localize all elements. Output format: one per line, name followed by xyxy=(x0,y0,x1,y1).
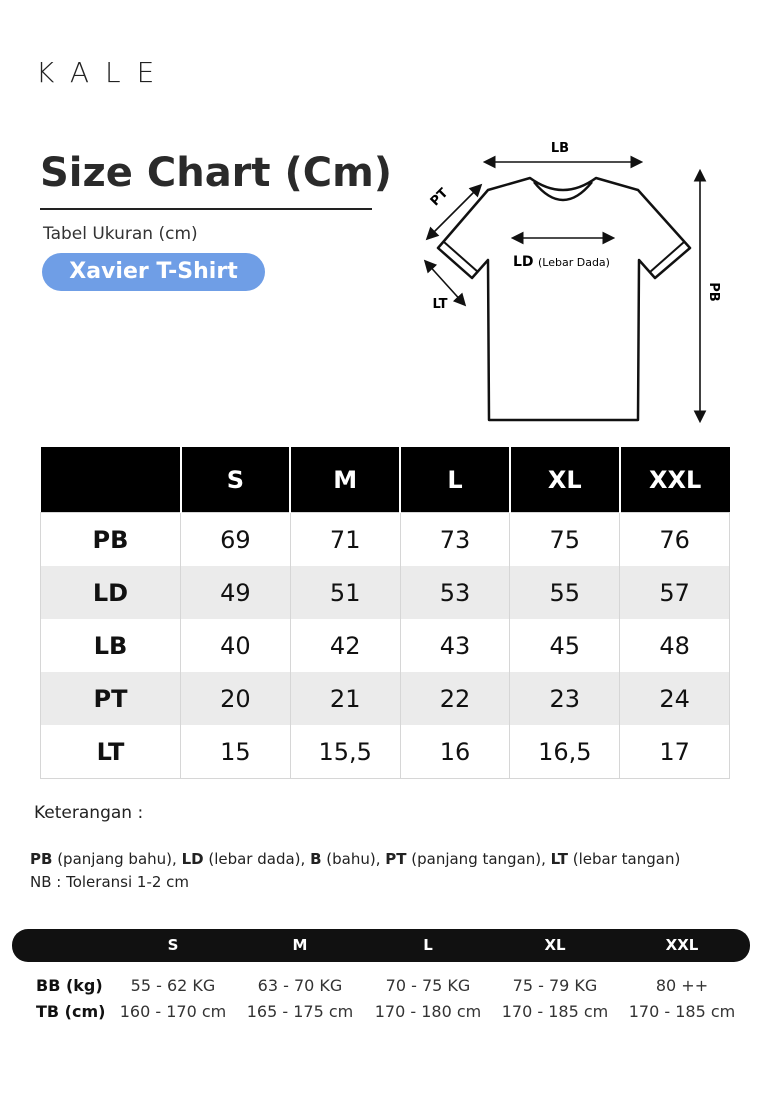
legend-desc: (panjang bahu), xyxy=(52,850,182,868)
table-cell: 75 xyxy=(510,513,620,567)
header-corner xyxy=(41,447,181,513)
table-cell: 23 xyxy=(510,672,620,725)
row-label: PB xyxy=(41,513,181,567)
legend-desc: (panjang tangan), xyxy=(406,850,551,868)
ld-note: (Lebar Dada) xyxy=(538,256,610,269)
table-cell: 57 xyxy=(620,566,730,619)
legend-abbr: LT xyxy=(550,850,568,868)
row-label: LB xyxy=(41,619,181,672)
tshirt-measure-diagram xyxy=(410,130,750,430)
table-cell: 73 xyxy=(400,513,510,567)
table-cell: 15 xyxy=(181,725,291,779)
bm-cell: 160 - 170 cm xyxy=(119,1002,227,1021)
row-label: LT xyxy=(41,725,181,779)
bm-cell: 165 - 175 cm xyxy=(246,1002,354,1021)
size-header-row xyxy=(41,447,730,513)
table-cell: 51 xyxy=(290,566,400,619)
table-cell: 24 xyxy=(620,672,730,725)
header-size-m: M xyxy=(290,447,400,513)
bm-row-label-weight: BB (kg) xyxy=(36,976,103,995)
table-cell: 48 xyxy=(659,631,690,660)
table-cell: 69 xyxy=(181,513,291,567)
size-chart-table xyxy=(40,447,730,779)
bm-size-xxl: XXL xyxy=(665,936,699,954)
notes-heading: Keterangan : xyxy=(34,803,144,823)
header-size-l: L xyxy=(400,447,510,513)
bm-cell: 63 - 70 KG xyxy=(257,976,343,995)
header-size-s: S xyxy=(181,447,291,513)
table-row xyxy=(41,672,730,725)
pt-label: PT xyxy=(427,185,452,210)
legend-abbr: LD xyxy=(181,850,204,868)
table-cell: 49 xyxy=(181,566,291,619)
table-cell: 42 xyxy=(290,619,400,672)
row-label: PT xyxy=(41,672,181,725)
bm-size-s: S xyxy=(167,936,179,954)
table-cell: 53 xyxy=(400,566,510,619)
bm-size-m: M xyxy=(292,936,308,954)
table-row xyxy=(41,566,730,619)
title-underline xyxy=(40,208,372,210)
lb-label: LB xyxy=(550,141,570,156)
legend-desc: (lebar dada), xyxy=(203,850,311,868)
bm-cell: 70 - 75 KG xyxy=(385,976,471,995)
legend-desc: (lebar tangan) xyxy=(567,850,681,868)
bm-cell: 170 - 185 cm xyxy=(628,1002,736,1021)
table-cell: 20 xyxy=(181,672,291,725)
header-size-xl: XL xyxy=(510,447,620,513)
table-cell: 17 xyxy=(659,737,690,766)
product-name-badge: Xavier T-Shirt xyxy=(42,253,265,291)
legend-abbr: PT xyxy=(385,850,407,868)
legend-abbr: PB xyxy=(30,850,53,868)
bm-cell: 75 - 79 KG xyxy=(512,976,598,995)
bm-size-l: L xyxy=(423,936,433,954)
table-cell: 21 xyxy=(290,672,400,725)
row-label: LD xyxy=(41,566,181,619)
tshirt-outline xyxy=(438,178,690,420)
bm-row-label-height: TB (cm) xyxy=(36,1002,106,1021)
page-subtitle: Tabel Ukuran (cm) xyxy=(43,224,198,244)
ld-label: LD xyxy=(513,254,534,270)
table-cell: 43 xyxy=(400,619,510,672)
table-cell: 22 xyxy=(400,672,510,725)
table-cell: 76 xyxy=(659,525,690,554)
bm-cell: 170 - 180 cm xyxy=(374,1002,482,1021)
legend-desc: (bahu), xyxy=(321,850,386,868)
bm-cell: 55 - 62 KG xyxy=(130,976,216,995)
abbreviation-legend xyxy=(30,850,680,868)
table-cell: 16,5 xyxy=(510,725,620,779)
brand-logo: KALE xyxy=(36,56,171,89)
bm-cell: 170 - 185 cm xyxy=(501,1002,609,1021)
table-cell: 55 xyxy=(510,566,620,619)
tolerance-note: NB : Toleransi 1-2 cm xyxy=(30,873,190,891)
table-cell: 71 xyxy=(290,513,400,567)
table-row xyxy=(41,725,730,779)
table-cell: 45 xyxy=(510,619,620,672)
pb-label: PB xyxy=(706,282,721,302)
table-row xyxy=(41,513,730,567)
page-title: Size Chart (Cm) xyxy=(40,150,393,196)
bm-size-xl: XL xyxy=(544,936,566,954)
bm-cell: 80 ++ xyxy=(655,976,709,995)
legend-abbr: B xyxy=(310,850,322,868)
table-cell: 15,5 xyxy=(290,725,400,779)
lt-label: LT xyxy=(432,297,448,312)
table-cell: 40 xyxy=(181,619,291,672)
table-row xyxy=(41,619,730,672)
header-size-xxl: XXL xyxy=(620,447,730,513)
table-cell: 16 xyxy=(400,725,510,779)
